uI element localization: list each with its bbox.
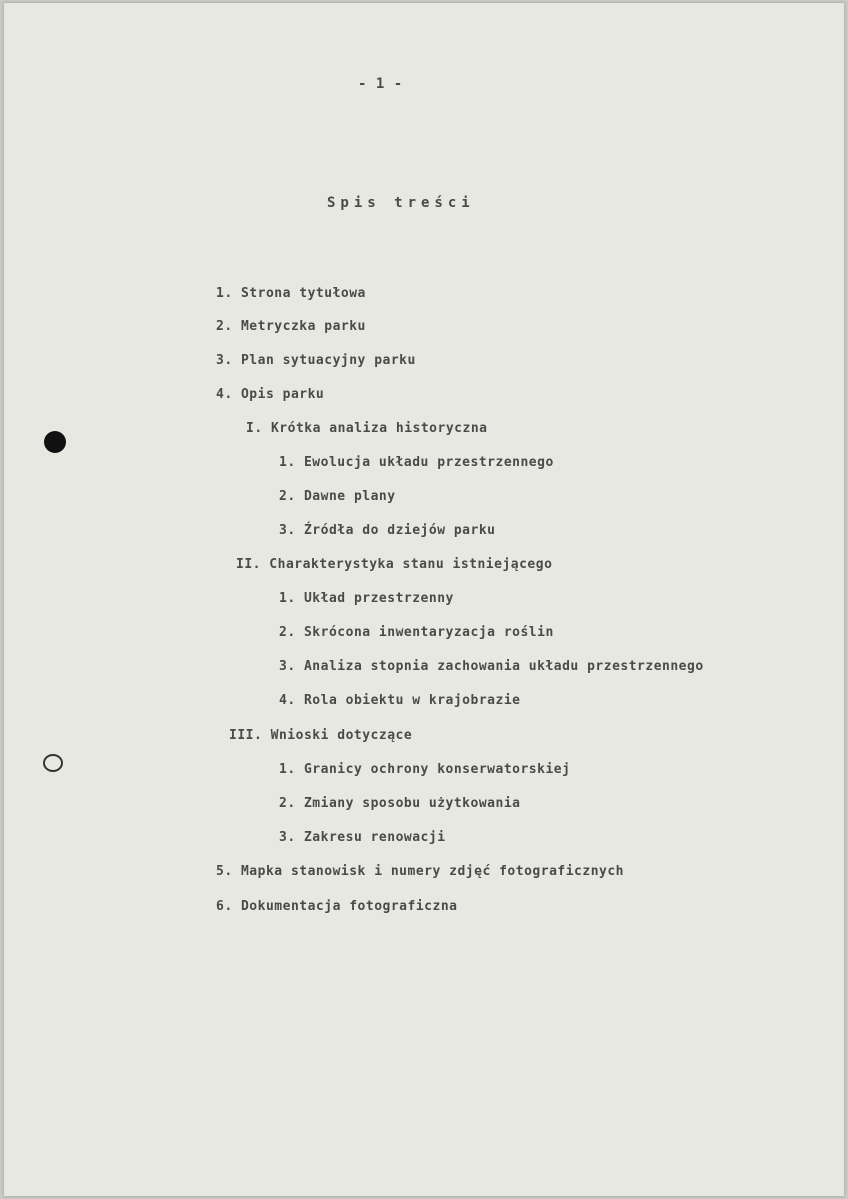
page-title: Spis treści (327, 195, 475, 211)
toc-item: 1. Strona tytułowa (216, 286, 366, 301)
toc-subitem: 1. Układ przestrzenny (279, 591, 454, 606)
toc-subitem: 2. Dawne plany (279, 489, 396, 504)
page-number: - 1 - (358, 76, 403, 92)
toc-subitem: 2. Skrócona inwentaryzacja roślin (279, 625, 554, 640)
toc-section: II. Charakterystyka stanu istniejącego (236, 557, 553, 572)
toc-item: 2. Metryczka parku (216, 319, 366, 334)
toc-subitem: 3. Źródła do dziejów parku (279, 523, 496, 538)
toc-item: 3. Plan sytuacyjny parku (216, 353, 416, 368)
toc-item: 4. Opis parku (216, 387, 325, 402)
toc-subitem: 1. Granicy ochrony konserwatorskiej (279, 762, 571, 777)
toc-subitem: 4. Rola obiektu w krajobrazie (279, 693, 521, 708)
toc-subitem: 3. Zakresu renowacji (279, 830, 446, 845)
toc-section: III. Wnioski dotyczące (229, 728, 413, 743)
toc-item: 6. Dokumentacja fotograficzna (216, 899, 458, 914)
toc-item: 5. Mapka stanowisk i numery zdjęć fotograficznych (216, 864, 625, 879)
toc-subitem: 1. Ewolucja układu przestrzennego (279, 455, 554, 470)
punch-hole-mark (44, 431, 66, 453)
toc-section: I. Krótka analiza historyczna (246, 421, 488, 436)
toc-subitem: 3. Analiza stopnia zachowania układu przestrzennego (279, 659, 704, 674)
punch-hole-ring (43, 754, 63, 772)
toc-subitem: 2. Zmiany sposobu użytkowania (279, 796, 521, 811)
